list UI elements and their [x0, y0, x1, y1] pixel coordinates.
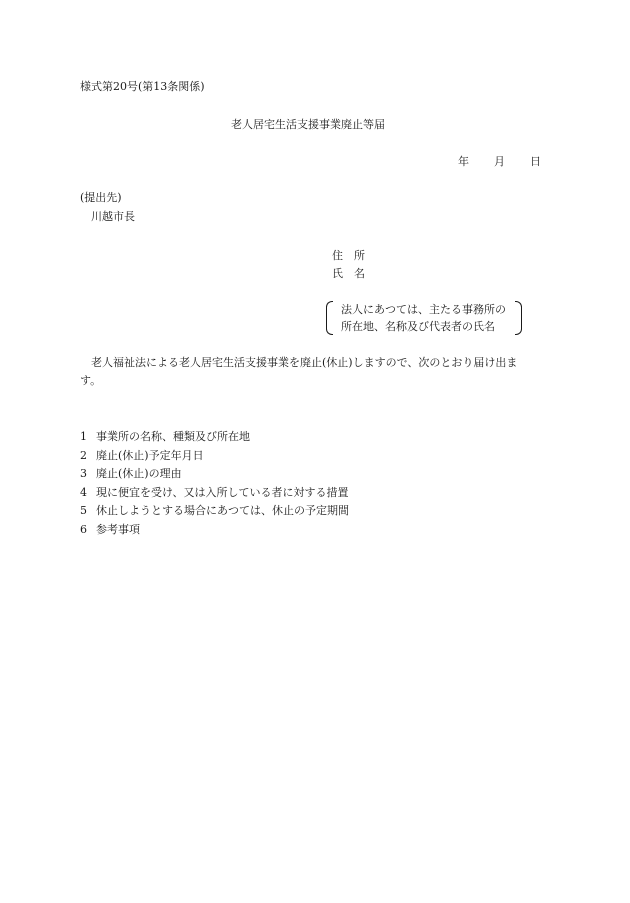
list-item [80, 487, 349, 506]
item-number: 1 [80, 430, 87, 443]
item-number: 4 [80, 485, 87, 499]
right-bracket [515, 301, 522, 335]
recipient-label: (提出先) [80, 191, 122, 204]
document-title: 老人居宅生活支援事業廃止等届 [231, 118, 385, 131]
item-text: 事業所の名称、種類及び所在地 [96, 430, 250, 443]
item-text: 現に便宜を受け、又は入所している者に対する措置 [96, 485, 349, 499]
name-label: 氏 名 [332, 267, 365, 280]
item-number: 3 [80, 467, 87, 481]
corporate-note-line-2: 所在地、名称及び代表者の氏名 [341, 320, 495, 333]
form-number: 様式第20号(第13条関係) [80, 80, 205, 93]
body-line-1: 老人福祉法による老人居宅生活支援事業を廃止(休止)しますので、次のとおり届け出ま [91, 356, 518, 369]
address-label: 住 所 [332, 249, 365, 262]
body-paragraph [80, 354, 560, 390]
item-list [80, 431, 349, 543]
corporate-note [326, 301, 522, 335]
list-item [80, 505, 349, 524]
body-line-2: す。 [80, 374, 102, 387]
item-text: 廃止(休止)の理由 [96, 467, 182, 481]
list-item [80, 431, 349, 450]
item-text: 休止しようとする場合にあつては、休止の予定期間 [96, 504, 349, 518]
date-month-label: 月 [494, 155, 505, 168]
corporate-note-line-1: 法人にあつては、主たる事務所の [341, 303, 506, 316]
item-number: 5 [80, 504, 87, 518]
left-bracket [326, 301, 333, 335]
list-item [80, 524, 349, 543]
date-line [458, 156, 541, 167]
date-year-label: 年 [458, 155, 469, 168]
item-number: 2 [80, 448, 87, 462]
item-number: 6 [80, 522, 87, 536]
item-text: 廃止(休止)予定年月日 [96, 448, 204, 462]
list-item [80, 468, 349, 487]
recipient-name: 川越市長 [91, 210, 135, 223]
list-item [80, 450, 349, 469]
item-text: 参考事項 [96, 522, 140, 536]
date-day-label: 日 [530, 155, 541, 168]
